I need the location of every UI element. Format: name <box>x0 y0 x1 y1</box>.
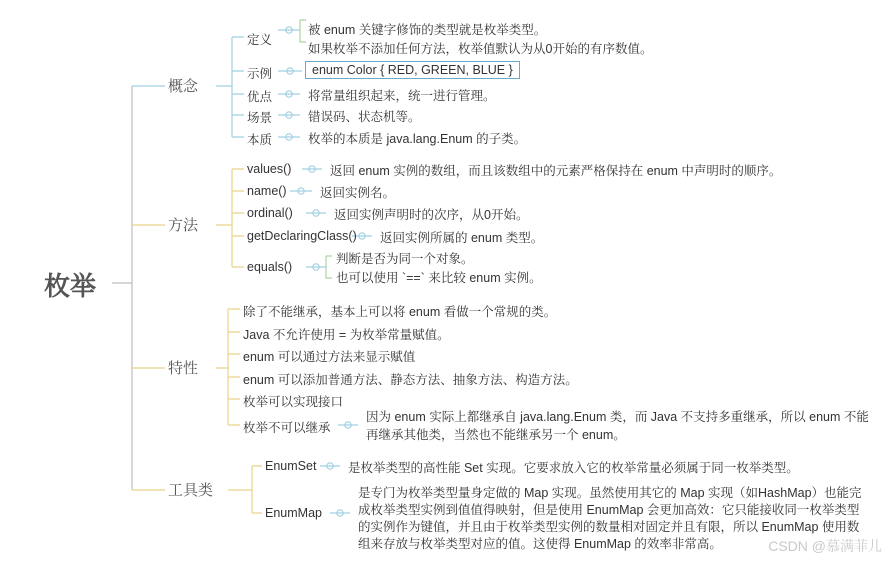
detail-1-2-0: 返回实例声明时的次序，从0开始。 <box>334 208 529 222</box>
detail-0-0-1: 如果枚举不添加任何方法，枚举值默认为从0开始的有序数值。 <box>308 42 653 56</box>
watermark: CSDN @慕满菲儿 <box>768 538 882 554</box>
leaf-label-0-3[interactable]: 场景 <box>247 111 273 125</box>
detail-1-1-0: 返回实例名。 <box>320 186 396 200</box>
leaf-label-3-0[interactable]: EnumSet <box>265 459 317 473</box>
detail-1-4-0: 判断是否为同一个对象。 <box>336 252 474 266</box>
detail-0-3-0: 错误码、状态机等。 <box>308 110 421 124</box>
detail-1-4-1: 也可以使用 `==` 来比较 enum 实例。 <box>336 271 542 285</box>
detail-3-1-0: 是专门为枚举类型量身定做的 Map 实现。虽然使用其它的 Map 实现（如HashMap）也能完成枚举类型实例到值值得映射，但是使用 EnumMap 会更加高效：它只能接收同一枚举类型的实例作为键值，并且由于枚举类型实例的数量相对固定并且有限，所以 EnumMap 使用数组来存放与枚举类型对应的值。这使得 EnumMap 的效率非常高。 <box>358 486 862 551</box>
leaf-label-2-2[interactable]: enum 可以通过方法来显示赋值 <box>243 350 416 364</box>
root-node[interactable]: 枚举 <box>44 271 97 301</box>
leaf-label-1-1[interactable]: name() <box>247 184 287 198</box>
branch-label-2[interactable]: 特性 <box>168 360 199 377</box>
branch-label-0[interactable]: 概念 <box>168 78 199 95</box>
leaf-label-1-2[interactable]: ordinal() <box>247 206 293 220</box>
detail-1-0-0: 返回 enum 实例的数组，而且该数组中的元素严格保持在 enum 中声明时的顺序。 <box>330 164 782 178</box>
leaf-label-2-0[interactable]: 除了不能继承，基本上可以将 enum 看做一个常规的类。 <box>243 305 557 319</box>
detail-0-2-0: 将常量组织起来，统一进行管理。 <box>308 89 496 103</box>
leaf-label-0-1[interactable]: 示例 <box>247 67 273 81</box>
leaf-label-0-4[interactable]: 本质 <box>247 133 273 147</box>
detail-0-0-0: 被 enum 关键字修饰的类型就是枚举类型。 <box>308 23 547 37</box>
detail-0-4-0: 枚举的本质是 java.lang.Enum 的子类。 <box>308 132 527 146</box>
leaf-label-0-0[interactable]: 定义 <box>247 33 273 47</box>
code-sample-enum-color: enum Color { RED, GREEN, BLUE } <box>305 61 520 79</box>
detail-2-5-0: 因为 enum 实际上都继承自 java.lang.Enum 类，而 Java 不支持多重继承，所以 enum 不能再继承其他类，当然也不能继承另一个 enum。 <box>366 410 869 442</box>
leaf-label-3-1[interactable]: EnumMap <box>265 506 322 520</box>
leaf-label-1-0[interactable]: values() <box>247 162 292 176</box>
branch-label-1[interactable]: 方法 <box>168 217 199 234</box>
detail-3-0-0: 是枚举类型的高性能 Set 实现。它要求放入它的枚举常量必须属于同一枚举类型。 <box>348 461 799 475</box>
leaf-label-2-1[interactable]: Java 不允许使用 = 为枚举常量赋值。 <box>243 328 450 342</box>
leaf-label-2-5[interactable]: 枚举不可以继承 <box>243 421 331 435</box>
branch-label-3[interactable]: 工具类 <box>168 482 214 499</box>
leaf-label-1-3[interactable]: getDeclaringClass() <box>247 229 357 243</box>
leaf-label-0-2[interactable]: 优点 <box>247 90 273 104</box>
leaf-label-2-4[interactable]: 枚举可以实现接口 <box>243 395 344 409</box>
leaf-label-1-4[interactable]: equals() <box>247 260 293 274</box>
leaf-label-2-3[interactable]: enum 可以添加普通方法、静态方法、抽象方法、构造方法。 <box>243 373 578 387</box>
detail-1-3-0: 返回实例所属的 enum 类型。 <box>380 231 544 245</box>
